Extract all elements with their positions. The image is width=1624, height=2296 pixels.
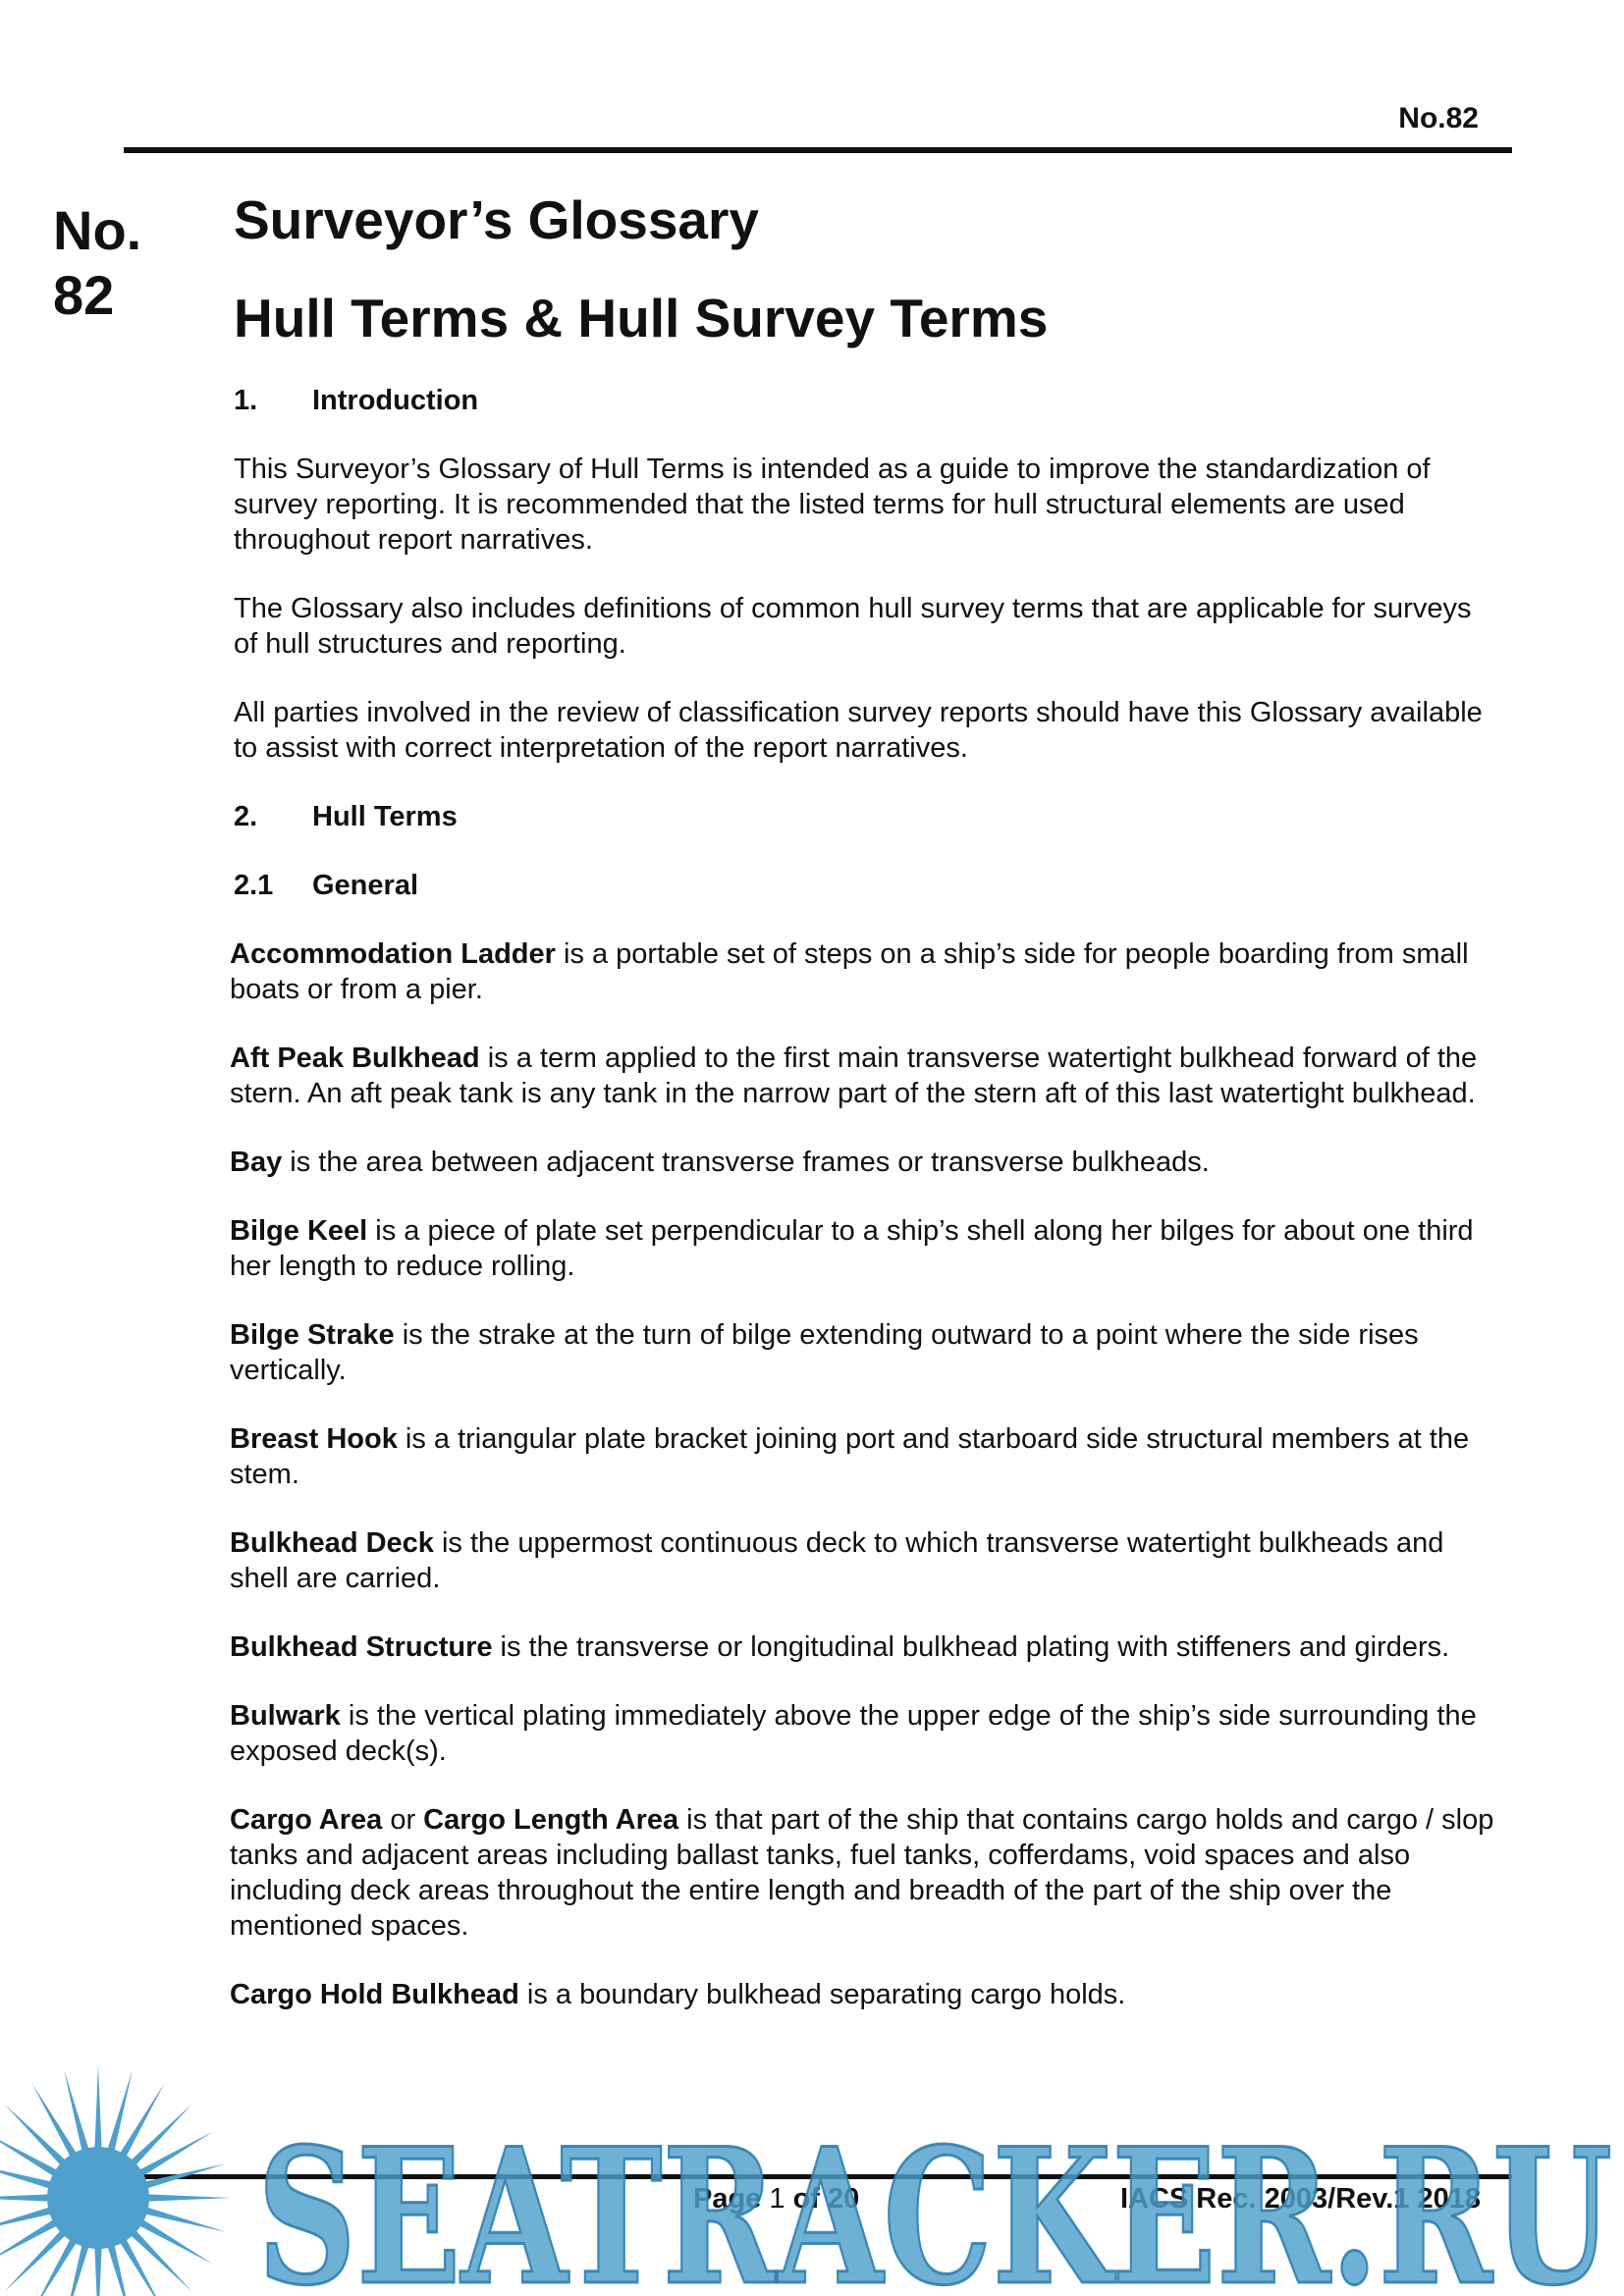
glossary-term: Bilge Keel: [230, 1215, 368, 1247]
sun-disc: [47, 2147, 149, 2249]
section-title: Hull Terms: [312, 801, 458, 832]
sun-ray: [32, 2238, 78, 2296]
sun-ray: [138, 2219, 213, 2265]
glossary-definition: is a triangular plate bracket joining port and starboard side structural members at the stem.: [230, 1423, 1470, 1490]
glossary-definition: is a portable set of steps on a ship’s side for people boarding from small boats or from a pier.: [230, 938, 1469, 1005]
footer-page-word: Page: [693, 2183, 770, 2215]
glossary-term: Bulkhead Structure: [230, 1631, 493, 1663]
sun-ray: [0, 2207, 52, 2232]
sun-ray: [131, 2105, 192, 2166]
section-number: 1.: [234, 385, 258, 416]
footer-page-total: of 20: [785, 2183, 860, 2215]
glossary-definition: is a piece of plate set perpendicular to a ship’s shell along her bilges for about one third her length to reduce rolling.: [230, 1215, 1474, 1282]
footer-page-current: 1: [769, 2183, 785, 2215]
intro-paragraph: All parties involved in the review of classification survey reports should have this Glossary available to assist with correct interpretation of the report narratives.: [234, 697, 1483, 764]
glossary-definition: is the uppermost continuous deck to which transverse watertight bulkheads and shell are carried.: [230, 1527, 1444, 1594]
glossary-term: Breast Hook: [230, 1423, 398, 1455]
glossary-entry: [230, 1977, 1496, 2012]
glossary-term: Aft Peak Bulkhead: [230, 1042, 480, 1074]
glossary-entry-cargo-area: [230, 1802, 1496, 1944]
glossary-entry: [230, 1421, 1496, 1492]
sun-ray: [64, 2070, 89, 2152]
section-number: 2.1: [234, 870, 274, 901]
header-doc-number: No.82: [1398, 102, 1479, 134]
side-document-number: [53, 198, 161, 328]
section-number: 2.: [234, 801, 258, 832]
glossary-definition: is that part of the ship that contains cargo holds and cargo / slop tanks and adjacent areas including ballast tanks, fuel tanks, cofferdams, void spaces and also including deck areas throughout the entire length and breadth of the part of the ship over the mentioned spaces.: [230, 1804, 1494, 1942]
sun-ray: [138, 2132, 213, 2177]
glossary-definition: is a boundary bulkhead separating cargo holds.: [518, 1979, 1126, 2010]
glossary-term: Bulwark: [230, 1700, 341, 1732]
header-rule: [124, 147, 1512, 153]
sun-ray: [107, 2244, 132, 2296]
section-title: Introduction: [312, 385, 479, 416]
glossary-definition: is the area between adjacent transverse frames or transverse bulkheads.: [282, 1147, 1210, 1178]
glossary-term: Cargo Area: [230, 1804, 383, 1836]
glossary-term: Bulkhead Deck: [230, 1527, 434, 1559]
section-heading-introduction: [234, 383, 1496, 418]
sun-ray: [131, 2230, 192, 2292]
sun-ray: [0, 2194, 49, 2201]
glossary-definition: is the strake at the turn of bilge extending outward to a point where the side rises vertically.: [230, 1319, 1419, 1386]
sun-ray: [5, 2230, 67, 2292]
glossary-term: Bilge Strake: [230, 1319, 395, 1351]
sun-ray: [94, 2247, 101, 2296]
glossary-term: Cargo Length Area: [423, 1804, 679, 1836]
footer-rule: [124, 2174, 1512, 2179]
side-number-line1: No.: [53, 199, 142, 261]
section-heading-general: [234, 868, 1496, 903]
glossary-term: Bay: [230, 1147, 283, 1178]
footer-recommendation-ref: IACS Rec. 2003/Rev.1 2018: [1119, 2183, 1481, 2215]
section-heading-hull-terms: [234, 799, 1496, 834]
sun-logo-icon: [0, 2065, 231, 2296]
sun-ray: [144, 2207, 226, 2232]
glossary-entry: [230, 1629, 1496, 1665]
sun-ray: [32, 2083, 78, 2158]
section-title: General: [312, 870, 418, 901]
sun-ray: [120, 2083, 165, 2158]
glossary-term: Cargo Hold Bulkhead: [230, 1979, 519, 2010]
sun-ray: [107, 2070, 132, 2152]
sun-ray: [94, 2065, 101, 2149]
watermark-text: SEATRACKER.RU: [257, 2108, 1612, 2296]
document-subtitle: Hull Terms & Hull Survey Terms: [234, 288, 1049, 348]
footer-page-number: [693, 2183, 859, 2216]
glossary-entry: [230, 1317, 1496, 1388]
glossary-definition: is the transverse or longitudinal bulkhead plating with stiffeners and girders.: [492, 1631, 1450, 1663]
glossary-joiner: or: [382, 1804, 424, 1836]
glossary-entry: [230, 1041, 1496, 1111]
glossary-entry: [230, 936, 1496, 1007]
sun-ray: [0, 2132, 58, 2177]
glossary-definition: is the vertical plating immediately above the upper edge of the ship’s side surrounding the exposed deck(s).: [230, 1700, 1477, 1767]
sun-ray: [0, 2219, 58, 2265]
document-title: Surveyor’s Glossary: [234, 189, 760, 250]
document-body: [230, 383, 1496, 2046]
glossary-term: Accommodation Ladder: [230, 938, 556, 970]
sun-ray: [5, 2105, 67, 2166]
sun-ray: [64, 2244, 89, 2296]
side-number-line2: 82: [53, 264, 115, 326]
glossary-entry: [230, 1145, 1496, 1180]
glossary-entry: [230, 1213, 1496, 1284]
glossary-entry: [230, 1698, 1496, 1769]
sun-ray: [120, 2238, 165, 2296]
glossary-definition: is a term applied to the first main transverse watertight bulkhead forward of the stern. An aft peak tank is any tank in the narrow part of the stern aft of this last watertight bulkhead.: [230, 1042, 1478, 1109]
intro-paragraph: The Glossary also includes definitions of common hull survey terms that are applicable for surveys of hull structures and reporting.: [234, 593, 1472, 660]
sun-ray: [147, 2194, 231, 2201]
glossary-entry: [230, 1525, 1496, 1596]
sun-ray: [0, 2163, 52, 2189]
intro-paragraph: This Surveyor’s Glossary of Hull Terms is intended as a guide to improve the standardization of survey reporting. It is recommended that the listed terms for hull structural elements are used throughout report narratives.: [234, 454, 1431, 556]
